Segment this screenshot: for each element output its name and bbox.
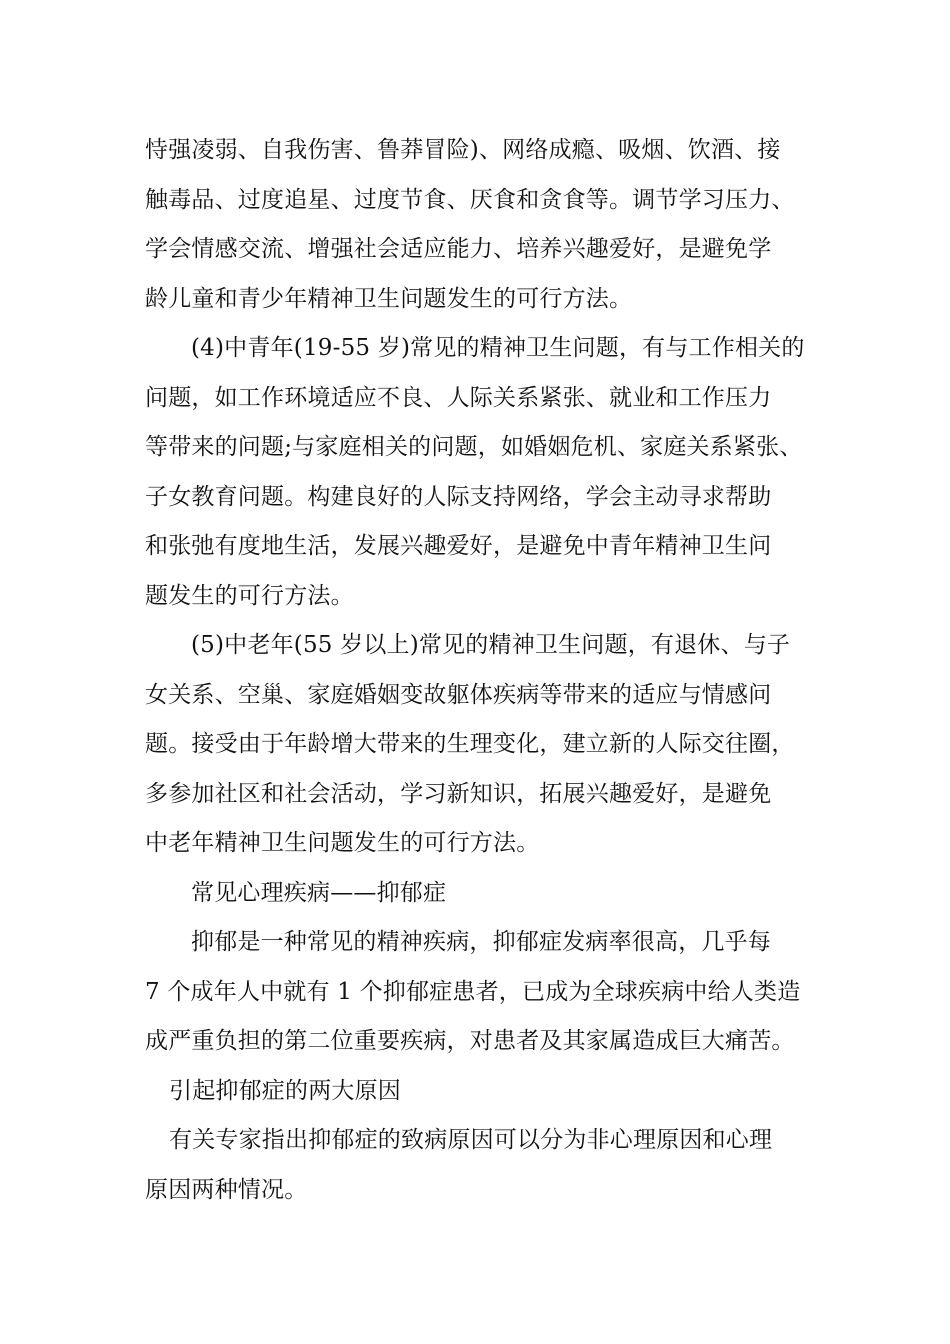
paragraph-line: (4)中青年(19-55 岁)常见的精神卫生问题，有与工作相关的 xyxy=(191,335,805,361)
paragraph-line: 多参加社区和社会活动，学习新知识，拓展兴趣爱好，是避免 xyxy=(145,780,772,807)
paragraph-3 xyxy=(145,621,825,869)
paragraph-5 xyxy=(145,1116,825,1215)
paragraph-line: 成严重负担的第二位重要疾病，对患者及其家属造成巨大痛苦。 xyxy=(145,1028,795,1054)
paragraph-2 xyxy=(145,324,825,621)
paragraph-line: 中老年精神卫生问题发生的可行方法。 xyxy=(145,830,540,856)
paragraph-line: 问题，如工作环境适应不良、人际关系紧张、就业和工作压力 xyxy=(145,384,772,411)
section-heading: 常见心理疾病——抑郁症 xyxy=(191,879,447,906)
paragraph-line: 学会情感交流、增强社会适应能力、培养兴趣爱好，是避免学 xyxy=(145,236,772,262)
paragraph-line: 子女教育问题。构建良好的人际支持网络，学会主动寻求帮助 xyxy=(145,483,772,510)
paragraph-line: 女关系、空巢、家庭婚姻变故躯体疾病等带来的适应与情感问 xyxy=(145,681,772,708)
paragraph-line: 龄儿童和青少年精神卫生问题发生的可行方法。 xyxy=(145,285,633,312)
paragraph-line: 等带来的问题;与家庭相关的问题，如婚姻危机、家庭关系紧张、 xyxy=(145,434,803,460)
paragraph-4 xyxy=(145,918,825,1067)
paragraph-line: 抑郁是一种常见的精神疾病，抑郁症发病率很高，几乎每 xyxy=(191,929,771,955)
paragraph-line: 有关专家指出抑郁症的致病原因可以分为非心理原因和心理 xyxy=(169,1127,773,1153)
paragraph-line: 7 个成年人中就有 1 个抑郁症患者，已成为全球疾病中给人类造 xyxy=(145,978,801,1005)
paragraph-1 xyxy=(145,126,825,324)
paragraph-line: 和张弛有度地生活，发展兴趣爱好，是避免中青年精神卫生问 xyxy=(145,533,772,559)
paragraph-line: 原因两种情况。 xyxy=(145,1176,308,1203)
paragraph-line: 触毒品、过度追星、过度节食、厌食和贪食等。调节学习压力、 xyxy=(145,186,795,213)
paragraph-line: 题发生的可行方法。 xyxy=(145,582,354,609)
paragraph-line: 恃强凌弱、自我伤害、鲁莽冒险)、网络成瘾、吸烟、饮酒、接 xyxy=(145,137,781,163)
section-heading: 引起抑郁症的两大原因 xyxy=(169,1077,401,1104)
paragraph-line: 题。接受由于年龄增大带来的生理变化，建立新的人际交往圈， xyxy=(145,731,795,757)
paragraph-line: (5)中老年(55 岁以上)常见的精神卫生问题，有退休、与子 xyxy=(191,632,791,658)
document-body xyxy=(145,126,825,1215)
